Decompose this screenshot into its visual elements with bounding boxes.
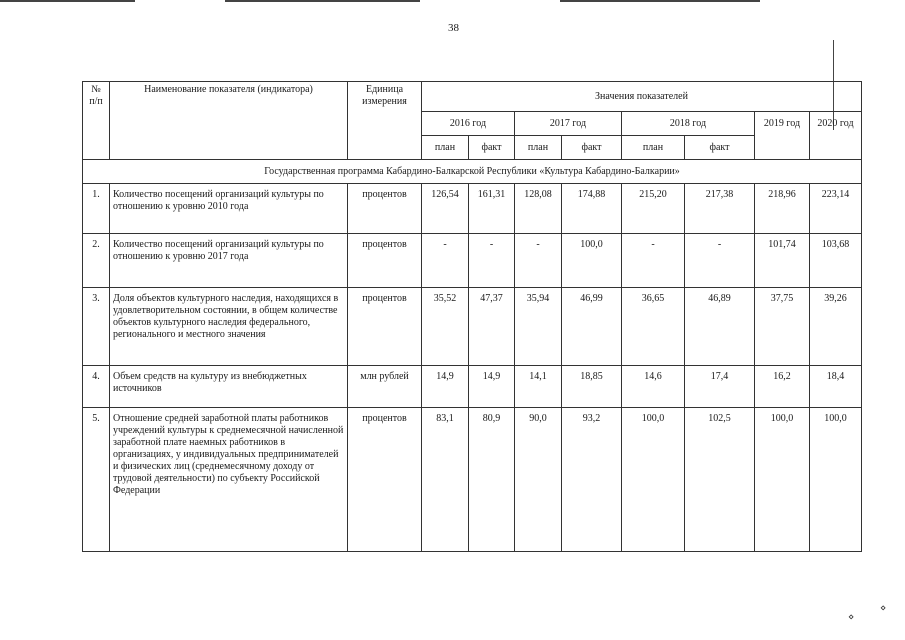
cell-value: - (515, 234, 562, 288)
cell-value: 18,85 (562, 366, 622, 408)
row-index: 4. (83, 366, 110, 408)
scan-line (0, 0, 135, 2)
cell-value: 36,65 (622, 288, 685, 366)
cell-value: 17,4 (685, 366, 755, 408)
cell-value: 103,68 (810, 234, 862, 288)
cell-value: 18,4 (810, 366, 862, 408)
row-name: Количество посещений организаций культуры по отношению к уровню 2010 года (110, 184, 348, 234)
sub-fact: факт (685, 136, 755, 160)
table-row (83, 288, 862, 366)
cell-value: 46,89 (685, 288, 755, 366)
table-row (83, 366, 862, 408)
cell-value: 217,38 (685, 184, 755, 234)
year-2019: 2019 год (755, 112, 810, 160)
row-unit: млн рублей (348, 366, 422, 408)
header-unit: Единица измерения (348, 82, 422, 160)
cell-value: - (469, 234, 515, 288)
scan-speck: ⋄ (848, 612, 855, 623)
cell-value: 14,9 (422, 366, 469, 408)
row-name: Количество посещений организаций культуры по отношению к уровню 2017 года (110, 234, 348, 288)
cell-value: 215,20 (622, 184, 685, 234)
cell-value: 14,9 (469, 366, 515, 408)
header-name: Наименование показателя (индикатора) (110, 82, 348, 160)
cell-value: 35,94 (515, 288, 562, 366)
cell-value: 128,08 (515, 184, 562, 234)
sub-plan: план (622, 136, 685, 160)
cell-value: 161,31 (469, 184, 515, 234)
table-row (83, 184, 862, 234)
row-unit: процентов (348, 234, 422, 288)
cell-value: 174,88 (562, 184, 622, 234)
cell-value: 100,0 (622, 408, 685, 552)
cell-value: 39,26 (810, 288, 862, 366)
cell-value: - (622, 234, 685, 288)
cell-value: - (685, 234, 755, 288)
scan-speck: ⋄ (880, 603, 887, 614)
sub-fact: факт (469, 136, 515, 160)
page-number: 38 (448, 22, 459, 34)
year-2020: 2020 год (810, 112, 862, 160)
cell-value: 101,74 (755, 234, 810, 288)
row-index: 2. (83, 234, 110, 288)
cell-value: 126,54 (422, 184, 469, 234)
cell-value: 47,37 (469, 288, 515, 366)
row-name: Объем средств на культуру из внебюджетных источников (110, 366, 348, 408)
header-values: Значения показателей (422, 82, 862, 112)
scan-line (225, 0, 420, 2)
header-num: № п/п (83, 82, 110, 160)
cell-value: - (422, 234, 469, 288)
table-row (83, 408, 862, 552)
row-unit: процентов (348, 408, 422, 552)
cell-value: 223,14 (810, 184, 862, 234)
year-2018: 2018 год (622, 112, 755, 136)
cell-value: 80,9 (469, 408, 515, 552)
cell-value: 14,1 (515, 366, 562, 408)
cell-value: 83,1 (422, 408, 469, 552)
cell-value: 46,99 (562, 288, 622, 366)
table-row (83, 234, 862, 288)
cell-value: 37,75 (755, 288, 810, 366)
cell-value: 100,0 (810, 408, 862, 552)
cell-value: 14,6 (622, 366, 685, 408)
cell-value: 90,0 (515, 408, 562, 552)
cell-value: 102,5 (685, 408, 755, 552)
row-name: Доля объектов культурного наследия, находящихся в удовлетворительном состоянии, в общем количестве объектов культурного наследия федерального, регионального и местного значения (110, 288, 348, 366)
program-title: Государственная программа Кабардино-Балкарской Республики «Культура Кабардино-Балкарии» (83, 160, 862, 184)
row-unit: процентов (348, 184, 422, 234)
row-index: 3. (83, 288, 110, 366)
cell-value: 100,0 (562, 234, 622, 288)
indicators-table (82, 81, 862, 552)
sub-plan: план (515, 136, 562, 160)
cell-value: 35,52 (422, 288, 469, 366)
year-2016: 2016 год (422, 112, 515, 136)
sub-fact: факт (562, 136, 622, 160)
row-unit: процентов (348, 288, 422, 366)
row-index: 5. (83, 408, 110, 552)
sub-plan: план (422, 136, 469, 160)
cell-value: 218,96 (755, 184, 810, 234)
year-2017: 2017 год (515, 112, 622, 136)
row-index: 1. (83, 184, 110, 234)
cell-value: 93,2 (562, 408, 622, 552)
scan-line (560, 0, 760, 2)
cell-value: 16,2 (755, 366, 810, 408)
cell-value: 100,0 (755, 408, 810, 552)
row-name: Отношение средней заработной платы работников учреждений культуры к среднемесячной начисленной заработной плате наемных работников в организациях, у индивидуальных предпринимателей и физических лиц (среднемесячному доходу от трудовой деятельности) по субъекту Российской Федерации (110, 408, 348, 552)
